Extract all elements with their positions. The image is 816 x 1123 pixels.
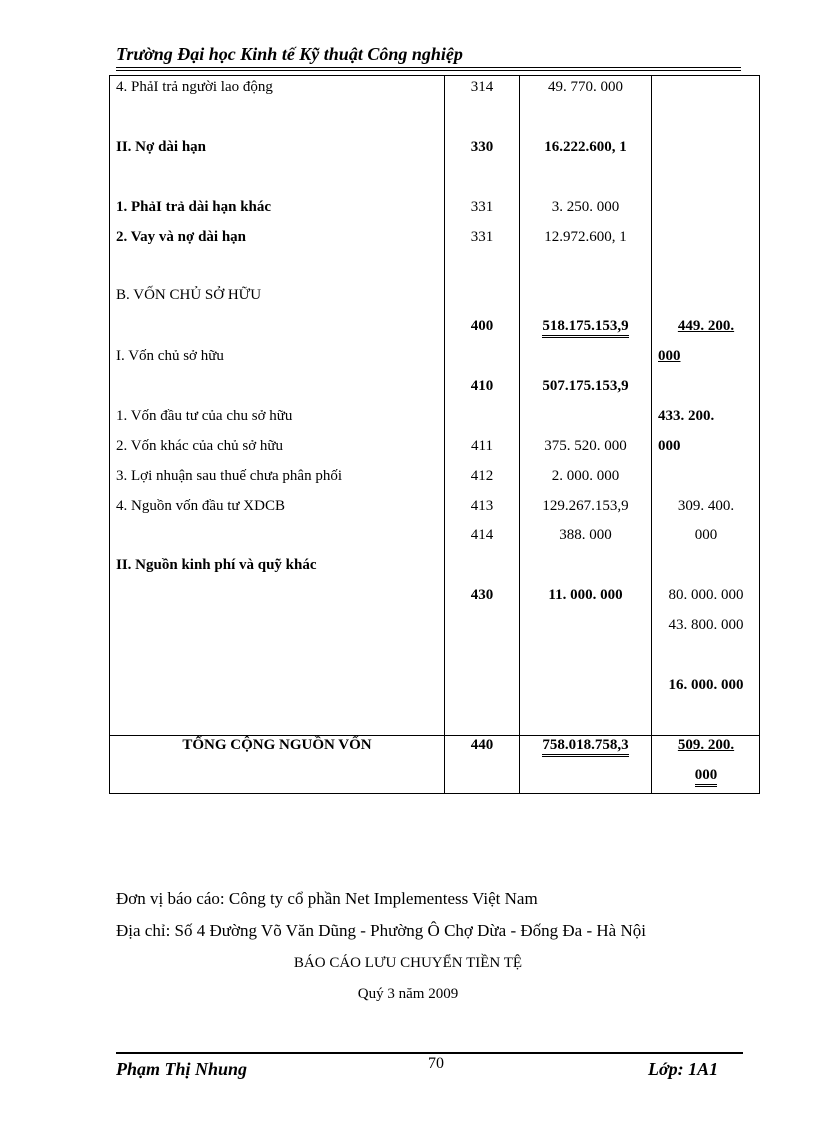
total-prev-value: 509. 200.	[677, 737, 735, 753]
total-label: TỔNG CỘNG NGUỒN VỐN	[182, 737, 372, 753]
row-value: 518.175.153,9	[542, 318, 628, 338]
row-name: 4. PhảI trả người lao động	[116, 79, 273, 95]
row-value: 12.972.600, 1	[544, 229, 627, 245]
row-name: 2. Vay và nợ dài hạn	[116, 229, 247, 245]
row-prev-value: 80. 000. 000	[668, 587, 744, 603]
column-divider	[519, 76, 520, 793]
row-name: I. Vốn chủ sở hữu	[116, 348, 224, 364]
row-code: 410	[470, 378, 494, 394]
row-prev-value: 16. 000. 000	[668, 677, 744, 693]
header-rule-top	[116, 67, 741, 68]
row-name: II. Nợ dài hạn	[116, 139, 207, 155]
report-title: BÁO CÁO LƯU CHUYỂN TIỀN TỆ	[293, 955, 523, 971]
column-divider	[444, 76, 445, 793]
row-code: 430	[470, 587, 494, 603]
row-value: 3. 250. 000	[551, 199, 620, 215]
school-header: Trường Đại học Kinh tế Kỹ thuật Công nghiệp	[116, 44, 463, 64]
row-prev-value: 309. 400.	[677, 498, 735, 514]
row-name: 2. Vốn khác của chủ sở hữu	[116, 438, 283, 454]
row-value: 16.222.600, 1	[544, 139, 627, 155]
total-value: 758.018.758,3	[542, 737, 628, 757]
row-name: 1. Vốn đầu tư của chu sở hữu	[116, 408, 293, 424]
row-name: 4. Nguồn vốn đầu tư XDCB	[116, 498, 285, 514]
total-code: 440	[470, 737, 494, 753]
footer-class: Lớp: 1A1	[648, 1059, 719, 1079]
row-prev-value: 000	[694, 527, 718, 543]
report-address: Địa chỉ: Số 4 Đường Võ Văn Dũng - Phường Ô Chợ Dừa - Đống Đa - Hà Nội	[116, 921, 646, 940]
row-prev-value: 000	[658, 348, 681, 364]
row-value: 388. 000	[559, 527, 612, 543]
row-prev-value: 000	[658, 438, 681, 454]
row-code: 314	[470, 79, 494, 95]
row-code: 414	[470, 527, 494, 543]
row-name: 3. Lợi nhuận sau thuế chưa phân phối	[116, 468, 343, 484]
section-heading: B. VỐN CHỦ SỞ HỮU	[116, 287, 262, 303]
row-value: 129.267.153,9	[542, 498, 629, 514]
report-period: Quý 3 năm 2009	[357, 986, 459, 1002]
row-value: 11. 000. 000	[548, 587, 623, 603]
total-prev-value: 000	[695, 767, 718, 787]
row-prev-value: 433. 200.	[658, 408, 715, 424]
row-value: 375. 520. 000	[544, 438, 627, 454]
row-value: 2. 000. 000	[551, 468, 620, 484]
row-value: 507.175.153,9	[542, 378, 629, 394]
row-name: II. Nguồn kinh phí và quỹ khác	[116, 557, 317, 573]
footer-author: Phạm Thị Nhung	[116, 1059, 248, 1079]
row-code: 330	[470, 139, 494, 155]
row-prev-value: 43. 800. 000	[668, 617, 744, 633]
footer-rule	[116, 1052, 743, 1054]
row-code: 400	[470, 318, 494, 334]
row-code: 411	[471, 438, 493, 454]
balance-sheet-table	[109, 75, 760, 794]
row-value: 49. 770. 000	[548, 79, 623, 95]
report-unit: Đơn vị báo cáo: Công ty cổ phần Net Implementess Việt Nam	[116, 889, 538, 908]
header-rule-bottom	[116, 70, 741, 71]
row-name: 1. PhảI trả dài hạn khác	[116, 199, 272, 215]
row-code: 413	[470, 498, 494, 514]
page-number: 70	[428, 1055, 444, 1072]
row-code: 331	[470, 199, 494, 215]
row-code: 331	[470, 229, 494, 245]
row-code: 412	[470, 468, 494, 484]
row-prev-value: 449. 200.	[677, 318, 735, 334]
